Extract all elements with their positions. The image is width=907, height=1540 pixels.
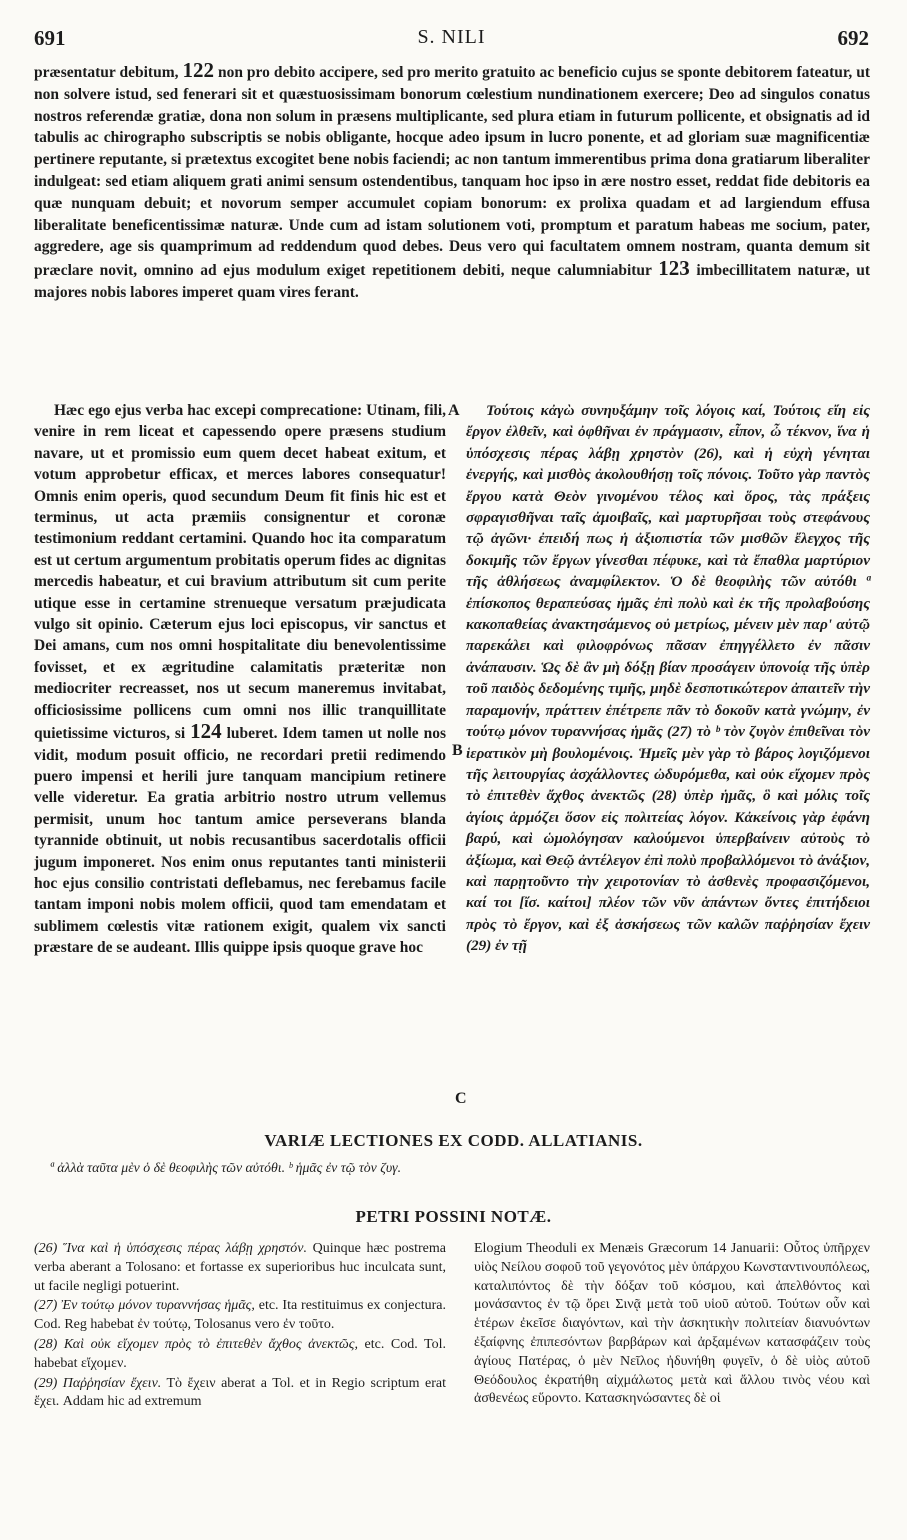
note-body: etc. Cod. Tol. habebat εἴχομεν. bbox=[34, 1336, 446, 1371]
greek-text: Τούτοις κἀγὼ συνηυξάμην τοῖς λόγοις καί, Τούτοις εἴη εἰς ἔργον ἐλθεῖν, καὶ ὀφθῆναι ἐν πράγμασιν, εἶπον, ὦ τέκνον, ἵνα ἡ ὑπόσχεσις πέρας λάβῃ χρηστὸν (26), καὶ ἡ εὐχὴ γένηται ἐνεργής, καὶ μισθὸς ἀκολουθήσῃ τοῖς πόνοις. Τοῦτο γὰρ παντὸς ἔργου κατὰ Θεὸν γινομένου τέλος καὶ ὅρος, τὰς πράξεις σφραγισθῆναι ταῖς ἀμοιβαῖς, καὶ μαρτυρῆσαι τοὺς στεφάνους τῷ ἀγῶνι· ἐπειδή πως ἡ ἀξιοπιστία τῶν μισθῶν ἔλεγχος τῆς δοκιμῆς τῶν ἔργων γίνεσθαι πέφυκε, καὶ τὰ ἔπαθλα μαρτύριον τῆς ἀθλήσεως ἀναμφίλεκτον. Ὁ δὲ θεοφιλὴς τῶν αὐτόθι ª ἐπίσκοπος θεραπεύσας ἡμᾶς ἐπὶ πολὺ καὶ ἐκ τῆς προλαβούσης κακοπαθείας ἀνακτησάμενος οὐ μετρίως, μένειν μὲν παρ' αὐτῷ παρεκάλει καὶ φιλοφρόνως πᾶσαν ἐπηγγέλλετο ἐν πᾶσιν ἀνάπαυσιν. Ὡς δὲ ἂν μὴ δόξῃ βίαν προσάγειν ὑπονοίᾳ τῆς ὑπὲρ τοῦ παιδὸς δεδομένης τιμῆς, μηδὲ δεσποτικώτερον ἀπαιτεῖν τὴν παραμονήν, πράττειν ἐπέτρεπε πᾶν τὸ δοκοῦν κατὰ γνώμην, ἐν τούτῳ μόνον τυραννήσας ἡμᾶς (27) τὸ ᵇ τὸν ζυγὸν ἐπιθεῖναι τὸν ἱερατικὸν μὴ βουλομένοις. Ἡμεῖς μὲν γὰρ τὸ βάρος λογιζόμενοι τῆς λειτουργίας ἀσχάλλοντες ὠδυρόμεθα, καὶ οὐκ εἴχομεν πρὸς τὸ ἐπιτεθὲν ἄχθος ἀνεκτῶς (28) ὑπὲρ ἡμᾶς, ὃ καὶ μόλις τοῖς ἁγίοις ἁρμόζει ὅσον εἰς πολιτείας λόγον. Κἀκείνοις γὰρ ἐφάνη βαρύ, καὶ ὡμολόγησαν καλούμενοι ὑπερβαίνειν αὐτοὺς τὸ ἀξίωμα, καὶ Θεῷ ἀντέλεγον ἐπὶ πολὺ προβαλλόμενοι τὸ ἀνάξιον, καὶ παρῃτοῦντο τὴν χειροτονίαν τὸ ἀσθενὲς προφασιζόμενοι, καί τοι [ἴσ. καίτοι] πλέον τῶν νῦν ἁπάντων ὄντες ἐπιτήδειοι πρὸς τὸ ἔργον, καὶ ἐξ ἀσκήσεως τῶν καλῶν παῤῥησίαν ἔχειν (29) ἐν τῇ bbox=[466, 402, 870, 955]
section-marker: 124 bbox=[190, 719, 222, 744]
greek-column bbox=[466, 400, 870, 957]
note-item bbox=[34, 1297, 446, 1335]
note-item bbox=[34, 1336, 446, 1374]
margin-letter-a: A bbox=[448, 402, 460, 419]
note-item bbox=[34, 1375, 446, 1413]
text-segment: imbecillitatem naturæ, ut majores nobis labores imperet quam vires ferant. bbox=[34, 262, 871, 301]
text-segment: luberet. Idem tamen ut nolle nos vidit, modum posuit officio, ne recordari pretii redimendo puero impensi et herili jure tanquam mancipium retinere velle videretur. Ea gratia arbitrio nostro utrum vellemus permisit, unum hoc tantum amice perseverans blanda tyrannide obtinuit, ut nobis recusantibus sacerdotalis officii jugum imponeret. Nos enim onus reputantes tanti ministerii hoc ejus consilio contristati deflebamus, nec ferebamus facile tantam imponi nobis molem officii, quod tam emendatam et sublimem cœlestis vitæ rationem exigit, qualem vix sancti præstare de se audeant. Illis quippe ipsis quoque grave hoc bbox=[34, 725, 447, 957]
section-marker: 123 bbox=[658, 256, 690, 281]
note-body: Τὸ ἔχειν aberat a Tol. et in Regio scriptum erat ἔχει. Addam hic ad extremum bbox=[34, 1375, 446, 1410]
page-header bbox=[34, 26, 869, 56]
note-lemma: (28) Καὶ οὐκ εἴχομεν πρὸς τὸ ἐπιτεθὲν ἄχθος ἀνεκτῶς, bbox=[34, 1336, 358, 1352]
running-title: S. NILI bbox=[417, 26, 486, 48]
page-number-left: 691 bbox=[34, 26, 66, 50]
margin-letter-c: C bbox=[455, 1090, 467, 1107]
latin-column bbox=[34, 400, 446, 959]
page-number-right: 692 bbox=[837, 26, 869, 50]
margin-letter-b: B bbox=[452, 742, 463, 759]
note-body: etc. Ita restituimus ex conjectura. Cod. Reg habebat ἐν τούτῳ, Tolosanus vero ἐν τοῦτο. bbox=[34, 1298, 446, 1333]
text-segment: præsentatur debitum, bbox=[34, 64, 179, 81]
notes-left-column bbox=[34, 1240, 446, 1413]
note-text: Elogium Theoduli ex Menæis Græcorum 14 Januarii: Οὗτος ὑπῆρχεν υἱὸς Νείλου σοφοῦ τοῦ γεγονότος μὲν ὑπάρχου Κωνσταντινουπόλεως, καταλιπόντος δὲ τὴν δόξαν τοῦ κόσμου, καὶ ἀπελθόντος καὶ μονάσαντος ἐν τῷ ὄρει Σινᾷ μετὰ τοῦ υἱοῦ αὐτοῦ. Τούτων οὖν καὶ ἑτέρων ἐκεῖσε διαγόντων, καὶ τὴν ἀσκητικὴν πολιτείαν διανυόντων ἐξαίφνης ἐπιπεσόντων βαρβάρων καὶ ἀρξαμένων κατασφάζειν τοὺς ἁγίους Πατέρας, ὁ μὲν Νεῖλος ἠδυνήθη φυγεῖν, ὁ δὲ υἱὸς αὐτοῦ Θεόδουλος ἐκρατήθη αἰχμάλωτος μετὰ καὶ ἄλλου τινὸς νέου καὶ ἀσθενέως εὕροντο. Κατασκηνώσαντες δὲ οἱ bbox=[474, 1241, 870, 1407]
text-segment: Hæc ego ejus verba hac excepi comprecatione: Utinam, fili, venire in rem liceat et capessendo opere præsens studium navare, ut et promissio eum quem decet habeat exitum, et votum approbetur efficax, et merces labores consequatur! Omnis enim operis, quod secundum Deum fit finis hic est et terminus, ut acta præmiis consignentur et coronæ testimonium reddant certamini. Quando hoc ita comparatum est ut certum argumentum probitatis operum fides ac dignitas mercedis habeatur, et cui bravium attributum sit cum perite utique esse in certamine strenueque versatum præjudicata vulgo sit opinio. Cæterum ejus loci episcopus, vir sanctus et Dei amans, cum nos omni hospitalitate diu benevolentissime fovisset, et ex ægritudine calamitatis præteritæ non mediocriter recreasset, nos ut secum maneremus invitabat, officiosissime pollicens cum omni nos illic tranquillitate quietissime victuros, si bbox=[34, 402, 446, 743]
note-body: Quinque hæc postrema verba aberant a Tolosano: et fortasse ex superioribus huc inculcata sunt, ut facile negligi potuerint. bbox=[34, 1241, 446, 1294]
notes-right-column bbox=[474, 1240, 870, 1410]
note-lemma: (29) Παῤῥησίαν ἔχειν. bbox=[34, 1375, 162, 1391]
note-lemma: (26) Ἵνα καὶ ἡ ὑπόσχεσις πέρας λάβῃ χρηστόν. bbox=[34, 1241, 307, 1256]
text-segment: non pro debito accipere, sed pro merito gratuito ac beneficio cujus se sponte debitorem fateatur, ut non solvere istud, sed fenerari sit et quæstuosissimam bonorum cœlestium nundinationem exercere; Deo ad singulos conatus nostros referendæ gratiæ, dona non solum in præsens multiplicante, sed plura etiam in futurum pollicente, et obsignatis ad id tabulis ac chirographo subscriptis se nobis obligante, hocque adeo ipsum in lucro ponente, et ad gloriam suæ magnificentiæ pertinere reputante, si prætextus excogitet bene nobis faciendi; ac non tantum immerentibus prima dona gratiarum liberaliter indulgeat: sed etiam aliquem grati animi sensum ostendentibus, tanquam hoc ipso in ære nostro esset, reddat fide debitoris ea quæ nunquam debuit; et novorum semper accumulet copiam bonorum: ex prolixa quadam et ad largiendum effusa liberalitate beneficentissimæ naturæ. Unde cum ad istam solutionem voti, promptum et paratum habeas me socium, pater, aggredere, age sis quamprimum ad reddendum quod debes. Deus vero qui facultatem omnem nostram, quanta demum sit præclare novit, omnino ad ejus modulum exiget repetitionem debiti, neque calumniabitur bbox=[34, 64, 871, 280]
note-lemma: (27) Ἐν τούτῳ μόνον τυραννήσας ἡμᾶς, bbox=[34, 1298, 255, 1314]
variae-title: VARIÆ LECTIONES EX CODD. ALLATIANIS. bbox=[264, 1131, 643, 1150]
section-marker: 122 bbox=[182, 58, 214, 82]
notae-title: PETRI POSSINI NOTÆ. bbox=[355, 1207, 552, 1226]
full-width-paragraph bbox=[34, 60, 870, 304]
variae-lectiones: ª ἀλλὰ ταῦτα μὲν ὁ δὲ θεοφιλὴς τῶν αὐτόθι. ᵇ ἡμᾶς ἐν τῷ τὸν ζυγ. bbox=[50, 1160, 402, 1175]
note-item bbox=[34, 1240, 446, 1296]
